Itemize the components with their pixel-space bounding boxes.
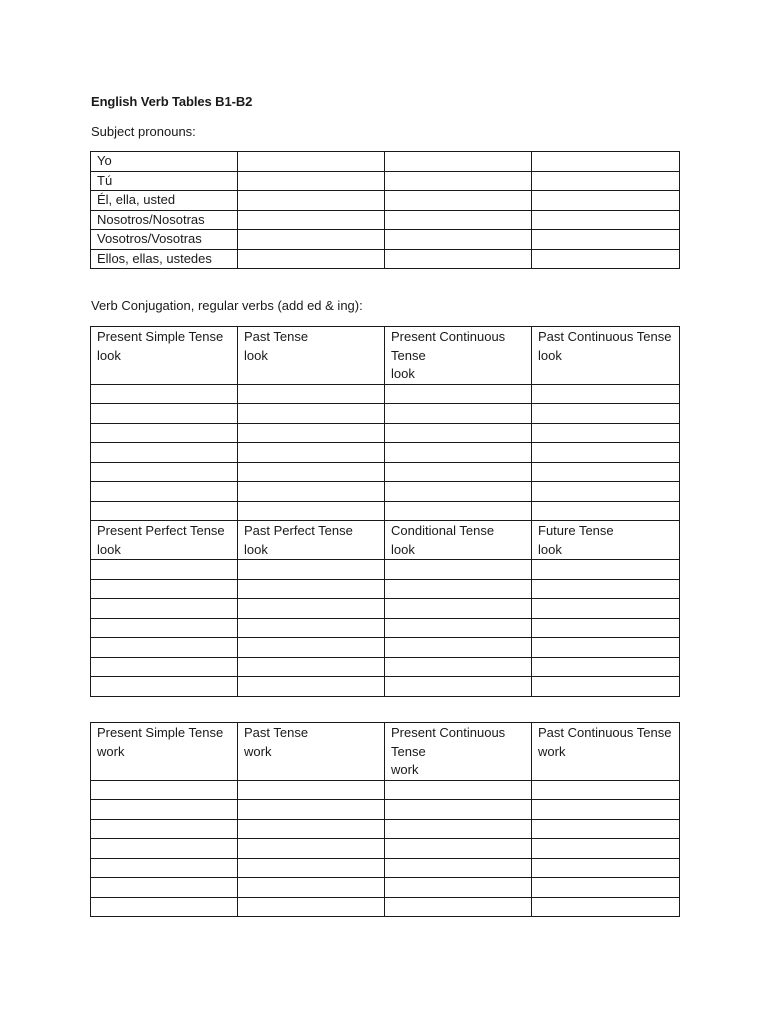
tense-label: Conditional Tense (391, 523, 495, 538)
blank-answer-cell[interactable] (238, 618, 385, 638)
blank-answer-cell[interactable] (238, 230, 385, 250)
blank-answer-cell[interactable] (532, 482, 680, 502)
blank-row (91, 638, 680, 658)
verb-label: work (391, 762, 419, 777)
blank-answer-cell[interactable] (91, 657, 238, 677)
pronoun-cell: Ellos, ellas, ustedes (91, 249, 238, 269)
tense-header-row (91, 521, 680, 560)
blank-answer-cell[interactable] (532, 462, 680, 482)
tense-header-cell (91, 723, 238, 781)
pronoun-row (91, 210, 680, 230)
pronoun-cell: Nosotros/Nosotras (91, 210, 238, 230)
blank-answer-cell[interactable] (238, 599, 385, 619)
blank-answer-cell[interactable] (385, 191, 532, 211)
verb-label: look (244, 541, 268, 557)
blank-row (91, 657, 680, 677)
blank-answer-cell[interactable] (91, 897, 238, 917)
blank-answer-cell[interactable] (238, 462, 385, 482)
pronoun-row (91, 152, 680, 172)
blank-answer-cell[interactable] (532, 677, 680, 697)
verb-label: work (538, 743, 566, 759)
blank-row (91, 878, 680, 898)
verb-label: look (391, 366, 415, 381)
tense-header-cell (238, 723, 385, 781)
blank-answer-cell[interactable] (91, 462, 238, 482)
blank-answer-cell[interactable] (385, 482, 532, 502)
blank-answer-cell[interactable] (532, 780, 680, 800)
tense-label: Past Continuous Tense (538, 725, 672, 740)
verb-label: look (538, 541, 562, 557)
blank-answer-cell[interactable] (385, 210, 532, 230)
blank-answer-cell[interactable] (385, 462, 532, 482)
blank-answer-cell[interactable] (91, 618, 238, 638)
blank-answer-cell[interactable] (91, 878, 238, 898)
pronoun-cell: Él, ella, usted (91, 191, 238, 211)
blank-answer-cell[interactable] (532, 599, 680, 619)
blank-answer-cell[interactable] (385, 839, 532, 859)
blank-answer-cell[interactable] (532, 878, 680, 898)
verb-label: look (244, 347, 268, 363)
blank-answer-cell[interactable] (385, 152, 532, 172)
blank-row (91, 404, 680, 424)
tense-label: Past Continuous Tense (538, 329, 672, 344)
blank-answer-cell[interactable] (91, 858, 238, 878)
blank-answer-cell[interactable] (385, 657, 532, 677)
blank-answer-cell[interactable] (238, 878, 385, 898)
tense-label: Present Perfect Tense (97, 523, 225, 538)
blank-answer-cell[interactable] (91, 404, 238, 424)
blank-answer-cell[interactable] (91, 599, 238, 619)
tense-label: Past Tense (244, 725, 309, 740)
blank-answer-cell[interactable] (238, 579, 385, 599)
verb-label: work (244, 743, 272, 759)
blank-answer-cell[interactable] (532, 579, 680, 599)
blank-row (91, 858, 680, 878)
blank-answer-cell[interactable] (532, 839, 680, 859)
blank-row (91, 501, 680, 521)
blank-answer-cell[interactable] (238, 210, 385, 230)
blank-answer-cell[interactable] (238, 384, 385, 404)
blank-answer-cell[interactable] (238, 839, 385, 859)
blank-row (91, 560, 680, 580)
verb-label: look (391, 541, 415, 557)
pronoun-row (91, 171, 680, 191)
blank-answer-cell[interactable] (91, 384, 238, 404)
pronoun-cell: Vosotros/Vosotras (91, 230, 238, 250)
blank-answer-cell[interactable] (385, 579, 532, 599)
tense-header-cell (238, 521, 385, 560)
tense-header-cell (238, 327, 385, 385)
blank-answer-cell[interactable] (532, 249, 680, 269)
blank-answer-cell[interactable] (385, 423, 532, 443)
look-verb-table (90, 326, 680, 697)
blank-answer-cell[interactable] (385, 800, 532, 820)
blank-answer-cell[interactable] (532, 897, 680, 917)
blank-row (91, 839, 680, 859)
tense-header-cell (385, 723, 532, 781)
blank-answer-cell[interactable] (238, 780, 385, 800)
blank-answer-cell[interactable] (238, 443, 385, 463)
blank-answer-cell[interactable] (238, 191, 385, 211)
work-verb-table (90, 722, 680, 917)
blank-answer-cell[interactable] (532, 230, 680, 250)
blank-answer-cell[interactable] (238, 638, 385, 658)
blank-answer-cell[interactable] (385, 384, 532, 404)
blank-answer-cell[interactable] (385, 230, 532, 250)
blank-answer-cell[interactable] (532, 171, 680, 191)
tense-label: Future Tense (538, 523, 614, 538)
tense-header-cell (91, 521, 238, 560)
blank-answer-cell[interactable] (385, 560, 532, 580)
blank-answer-cell[interactable] (385, 878, 532, 898)
blank-answer-cell[interactable] (238, 897, 385, 917)
blank-answer-cell[interactable] (385, 897, 532, 917)
tense-header-cell (91, 327, 238, 385)
tense-label: Tense (391, 743, 426, 759)
tense-label: Present Continuous (391, 329, 506, 344)
verb-label: look (97, 541, 121, 557)
blank-answer-cell[interactable] (238, 404, 385, 424)
pronoun-cell: Tú (91, 171, 238, 191)
blank-answer-cell[interactable] (385, 404, 532, 424)
blank-answer-cell[interactable] (532, 819, 680, 839)
blank-row (91, 579, 680, 599)
blank-answer-cell[interactable] (532, 384, 680, 404)
blank-answer-cell[interactable] (532, 800, 680, 820)
blank-answer-cell[interactable] (532, 858, 680, 878)
tense-header-cell (385, 521, 532, 560)
blank-row (91, 618, 680, 638)
blank-row (91, 897, 680, 917)
blank-answer-cell[interactable] (91, 839, 238, 859)
blank-answer-cell[interactable] (238, 800, 385, 820)
blank-answer-cell[interactable] (91, 482, 238, 502)
blank-row (91, 384, 680, 404)
tense-label: Present Simple Tense (97, 329, 224, 344)
blank-answer-cell[interactable] (91, 800, 238, 820)
blank-answer-cell[interactable] (385, 677, 532, 697)
blank-row (91, 677, 680, 697)
blank-row (91, 443, 680, 463)
blank-answer-cell[interactable] (238, 152, 385, 172)
blank-answer-cell[interactable] (91, 423, 238, 443)
blank-answer-cell[interactable] (91, 560, 238, 580)
blank-answer-cell[interactable] (385, 858, 532, 878)
blank-answer-cell[interactable] (385, 249, 532, 269)
blank-answer-cell[interactable] (385, 638, 532, 658)
document-title: English Verb Tables B1-B2 (91, 94, 253, 109)
tense-header-row (91, 723, 680, 781)
tense-header-cell (532, 521, 680, 560)
blank-answer-cell[interactable] (532, 618, 680, 638)
blank-row (91, 423, 680, 443)
blank-answer-cell[interactable] (238, 560, 385, 580)
blank-answer-cell[interactable] (385, 443, 532, 463)
blank-answer-cell[interactable] (91, 501, 238, 521)
blank-answer-cell[interactable] (532, 191, 680, 211)
tense-label: Tense (391, 347, 426, 363)
pronouns-label: Subject pronouns: (91, 124, 196, 139)
blank-answer-cell[interactable] (238, 423, 385, 443)
tense-label: Past Tense (244, 329, 309, 344)
tense-label: Past Perfect Tense (244, 523, 353, 538)
blank-answer-cell[interactable] (238, 677, 385, 697)
blank-answer-cell[interactable] (532, 638, 680, 658)
blank-answer-cell[interactable] (532, 152, 680, 172)
blank-answer-cell[interactable] (238, 482, 385, 502)
blank-answer-cell[interactable] (532, 443, 680, 463)
tense-header-row (91, 327, 680, 385)
blank-answer-cell[interactable] (238, 858, 385, 878)
blank-answer-cell[interactable] (385, 780, 532, 800)
blank-answer-cell[interactable] (385, 501, 532, 521)
blank-row (91, 462, 680, 482)
blank-answer-cell[interactable] (532, 210, 680, 230)
tense-header-cell (532, 327, 680, 385)
pronoun-cell: Yo (91, 152, 238, 172)
conjugation-label: Verb Conjugation, regular verbs (add ed & ing): (91, 298, 363, 313)
blank-answer-cell[interactable] (91, 819, 238, 839)
blank-answer-cell[interactable] (91, 443, 238, 463)
blank-answer-cell[interactable] (532, 501, 680, 521)
blank-answer-cell[interactable] (532, 560, 680, 580)
blank-answer-cell[interactable] (532, 423, 680, 443)
blank-answer-cell[interactable] (238, 819, 385, 839)
blank-row (91, 780, 680, 800)
blank-answer-cell[interactable] (238, 171, 385, 191)
pronoun-row (91, 191, 680, 211)
blank-row (91, 599, 680, 619)
blank-row (91, 482, 680, 502)
blank-answer-cell[interactable] (238, 249, 385, 269)
verb-label: look (538, 347, 562, 363)
blank-answer-cell[interactable] (385, 171, 532, 191)
tense-header-cell (532, 723, 680, 781)
tense-label: Present Continuous (391, 725, 506, 740)
tense-header-cell (385, 327, 532, 385)
tense-label: Present Simple Tense (97, 725, 224, 740)
blank-answer-cell[interactable] (385, 599, 532, 619)
pronoun-row (91, 230, 680, 250)
blank-row (91, 800, 680, 820)
pronouns-table (90, 151, 680, 269)
verb-label: work (97, 743, 125, 759)
blank-answer-cell[interactable] (91, 579, 238, 599)
blank-answer-cell[interactable] (238, 501, 385, 521)
blank-row (91, 819, 680, 839)
pronoun-row (91, 249, 680, 269)
blank-answer-cell[interactable] (238, 657, 385, 677)
blank-answer-cell[interactable] (385, 819, 532, 839)
verb-label: look (97, 347, 121, 363)
blank-answer-cell[interactable] (91, 677, 238, 697)
blank-answer-cell[interactable] (532, 404, 680, 424)
blank-answer-cell[interactable] (91, 638, 238, 658)
blank-answer-cell[interactable] (532, 657, 680, 677)
blank-answer-cell[interactable] (91, 780, 238, 800)
blank-answer-cell[interactable] (385, 618, 532, 638)
